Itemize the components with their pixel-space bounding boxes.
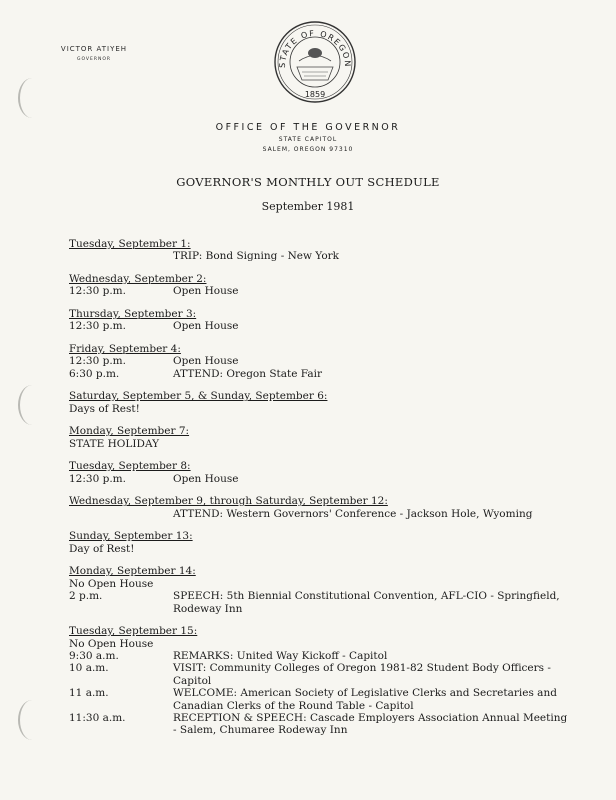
entry-description: VISIT: Community Colleges of Oregon 1981-82 Student Body Officers - Capitol (173, 662, 551, 687)
office-building: STATE CAPITOL (278, 136, 338, 143)
day-heading: Thursday, September 3: (69, 308, 197, 320)
state-seal-icon (273, 20, 357, 104)
page-title: GOVERNOR'S MONTHLY OUT SCHEDULE (176, 175, 440, 189)
entry-description: Open House (173, 355, 239, 368)
schedule-entry (69, 250, 569, 262)
governor-name: VICTOR ATIYEH (60, 45, 128, 53)
day-heading: Friday, September 4: (69, 343, 181, 355)
office-heading: OFFICE OF THE GOVERNOR (215, 122, 401, 133)
entry-time: 11 a.m. (69, 687, 109, 700)
schedule-list (69, 238, 569, 747)
day-note: No Open House (69, 577, 154, 590)
entry-description: Open House (173, 472, 239, 485)
seal-year: 1859 (304, 90, 326, 99)
entry-description: Open House (173, 285, 239, 298)
entry-time: 6:30 p.m. (69, 367, 120, 380)
day-heading: Tuesday, September 15: (69, 625, 198, 638)
schedule-entry (69, 473, 569, 485)
schedule-entry (69, 590, 569, 615)
office-address: SALEM, OREGON 97310 (262, 146, 354, 153)
entry-description: TRIP: Bond Signing - New York (173, 250, 340, 263)
schedule-day (69, 565, 569, 615)
day-heading: Wednesday, September 9, through Saturday, September 12: (69, 495, 388, 508)
day-note: Day of Rest! (69, 542, 135, 555)
schedule-entry (69, 368, 569, 380)
day-heading: Monday, September 7: (69, 425, 190, 438)
schedule-day (69, 273, 569, 298)
entry-time: 12:30 p.m. (69, 472, 126, 485)
schedule-day (69, 460, 569, 485)
schedule-day (69, 238, 569, 263)
entry-time (69, 250, 173, 262)
entry-description: WELCOME: American Society of Legislative Clerks and Secretaries and Canadian Clerks of the Round Table - Capitol (173, 687, 557, 712)
day-heading: Monday, September 14: (69, 565, 196, 578)
entry-time (69, 508, 173, 520)
schedule-month: September 1981 (261, 200, 355, 213)
entry-description: RECEPTION & SPEECH: Cascade Employers Association Annual Meeting - Salem, Chumaree Rodeway Inn (173, 712, 568, 737)
day-heading: Wednesday, September 2: (69, 273, 207, 285)
schedule-entry (69, 320, 569, 332)
day-heading: Sunday, September 13: (69, 530, 193, 543)
schedule-day (69, 625, 569, 737)
schedule-day (69, 425, 569, 450)
governor-title: GOVERNOR (76, 57, 112, 62)
day-note: Days of Rest! (69, 402, 140, 415)
entry-description: Open House (173, 320, 239, 333)
schedule-day (69, 308, 569, 333)
schedule-entry (69, 355, 569, 367)
entry-time: 9:30 a.m. (69, 650, 119, 663)
schedule-entry (69, 712, 569, 737)
entry-time: 12:30 p.m. (69, 355, 126, 368)
day-note: No Open House (69, 637, 154, 650)
schedule-entry (69, 687, 569, 712)
binder-hole (18, 700, 46, 740)
entry-time: 12:30 p.m. (69, 320, 126, 333)
day-heading: Saturday, September 5, & Sunday, September 6: (69, 390, 328, 403)
day-heading: Tuesday, September 1: (69, 238, 191, 250)
entry-description: REMARKS: United Way Kickoff - Capitol (173, 650, 388, 663)
seal-text: STATE OF OREGON (277, 28, 353, 69)
schedule-day (69, 343, 569, 380)
entry-time: 10 a.m. (69, 662, 109, 675)
entry-description: SPEECH: 5th Biennial Constitutional Convention, AFL-CIO - Springfield, Rodeway Inn (173, 590, 560, 615)
schedule-day (69, 530, 569, 555)
day-note: STATE HOLIDAY (69, 437, 160, 450)
entry-time: 2 p.m. (69, 590, 103, 603)
schedule-entry (69, 285, 569, 297)
entry-description: ATTEND: Western Governors' Conference - Jackson Hole, Wyoming (173, 507, 533, 520)
schedule-entry (69, 662, 569, 687)
entry-time: 11:30 a.m. (69, 712, 126, 725)
entry-description: ATTEND: Oregon State Fair (173, 367, 322, 380)
binder-hole (18, 385, 46, 425)
schedule-entry (69, 650, 569, 662)
schedule-day (69, 495, 569, 520)
binder-hole (18, 78, 46, 118)
schedule-day (69, 390, 569, 415)
entry-time: 12:30 p.m. (69, 285, 126, 298)
day-heading: Tuesday, September 8: (69, 460, 191, 473)
schedule-entry (69, 508, 569, 520)
